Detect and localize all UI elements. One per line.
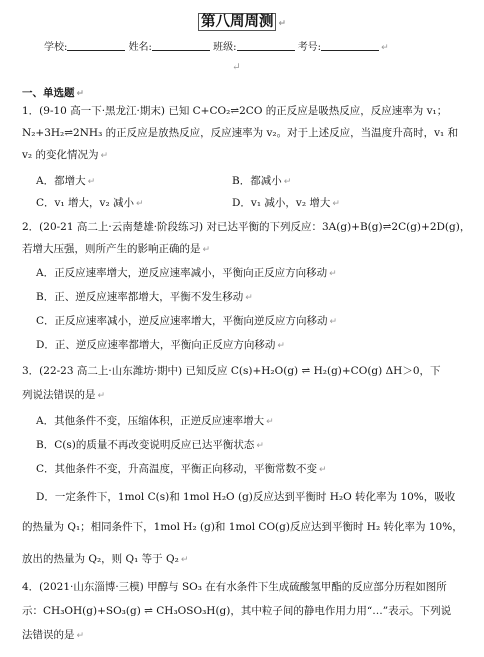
q4-stem-line-2: 示：CH₃OH(g)+SO₃(g) ⇌ CH₃OSO₃H(g)，其中粒子间的静电作用力用“…”表示。下列说 xyxy=(22,605,452,617)
q1-stem-line-3: v₂ 的变化情况为 ↵ xyxy=(22,149,109,161)
q4-stem-line-1: 4．(2021·山东淄博·三模) 甲醇与 SO₃ 在有水条件下生成硫酸氢甲酯的反应部分历程如图所 xyxy=(22,581,447,593)
school-blank[interactable] xyxy=(67,40,125,51)
name-blank[interactable] xyxy=(152,40,210,51)
q1-stem-line-2: N₂+3H₂⇌2NH₃ 的正反应是放热反应，反应速率为 v₂。对于上述反应，当温度升高时，v₁ 和 xyxy=(22,127,459,139)
paragraph-mark: ↵ xyxy=(232,61,241,73)
q3-stem-line-1: 3．(22-23 高二上·山东潍坊·期中) 已知反应 C(s)+H₂O(g) ⇌ H₂(g)+CO(g) ΔH＞0，下 xyxy=(22,365,441,377)
school-label: 学校: xyxy=(44,42,68,53)
class-label: 班级: xyxy=(213,42,237,53)
exam-no-label: 考号: xyxy=(297,42,322,53)
q2-option-c[interactable]: C．正反应速率减小，逆反应速率增大，平衡向逆反应方向移动 ↵ xyxy=(36,315,338,327)
student-info-line: 学校: 姓名: 班级: 考号: ↵ xyxy=(44,42,389,53)
name-label: 姓名: xyxy=(128,42,152,53)
q2-stem-line-1: 2．(20-21 高二上·云南楚雄·阶段练习) 对已达平衡的下列反应：3A(g)+B(g)⇌2C(g)+2D(g)， xyxy=(22,221,471,233)
section-heading: 一、单选题 ↵ xyxy=(22,87,85,99)
q4-stem-line-3: 法错误的是 ↵ xyxy=(22,629,85,641)
exam-no-blank[interactable] xyxy=(321,40,379,51)
q3-stem-line-2: 列说法错误的是 ↵ xyxy=(22,389,106,401)
q1-option-c[interactable]: C．v₁ 增大，v₂ 减小 ↵ xyxy=(36,197,144,209)
q2-option-d[interactable]: D．正、逆反应速率都增大，平衡向正反应方向移动 ↵ xyxy=(36,339,285,351)
page-title: 第八周周测 ↵ xyxy=(0,10,484,31)
q3-option-c[interactable]: C．其他条件不变，升高温度，平衡正向移动，平衡常数不变 ↵ xyxy=(36,463,327,475)
q3-option-b[interactable]: B．C(s)的质量不再改变说明反应已达平衡状态 ↵ xyxy=(36,439,264,451)
q2-option-a[interactable]: A．正反应速率增大，逆反应速率减小，平衡向正反应方向移动 ↵ xyxy=(36,267,337,279)
q2-option-b[interactable]: B．正、逆反应速率都增大，平衡不发生移动 ↵ xyxy=(36,291,253,303)
class-blank[interactable] xyxy=(237,40,295,51)
q2-stem-line-2: 若增大压强，则所产生的影响正确的是 ↵ xyxy=(22,243,211,255)
q1-option-d[interactable]: D．v₁ 减小，v₂ 增大 ↵ xyxy=(232,197,340,209)
q1-option-a[interactable]: A．都增大 ↵ xyxy=(36,175,96,187)
q1-option-b[interactable]: B．都减小 ↵ xyxy=(232,175,292,187)
q1-stem-line-1: 1．(9-10 高一下·黑龙江·期末) 已知 C+CO₂⇌2CO 的正反应是吸热反应，反应速率为 v₁； xyxy=(22,105,448,117)
q3-option-d-line-2: 的热量为 Q₁；相同条件下，1mol H₂ (g)和 1mol CO(g)反应达到平衡时 H₂ 转化率为 10%， xyxy=(22,521,463,533)
q3-option-d-line-3: 放出的热量为 Q₂，则 Q₁ 等于 Q₂ ↵ xyxy=(22,553,189,565)
q3-option-d-line-1[interactable]: D．一定条件下，1mol C(s)和 1mol H₂O (g)反应达到平衡时 H₂O 转化率为 10%，吸收 xyxy=(36,491,456,503)
q3-option-a[interactable]: A．其他条件不变，压缩体积，正逆反应速率增大 ↵ xyxy=(36,415,274,427)
